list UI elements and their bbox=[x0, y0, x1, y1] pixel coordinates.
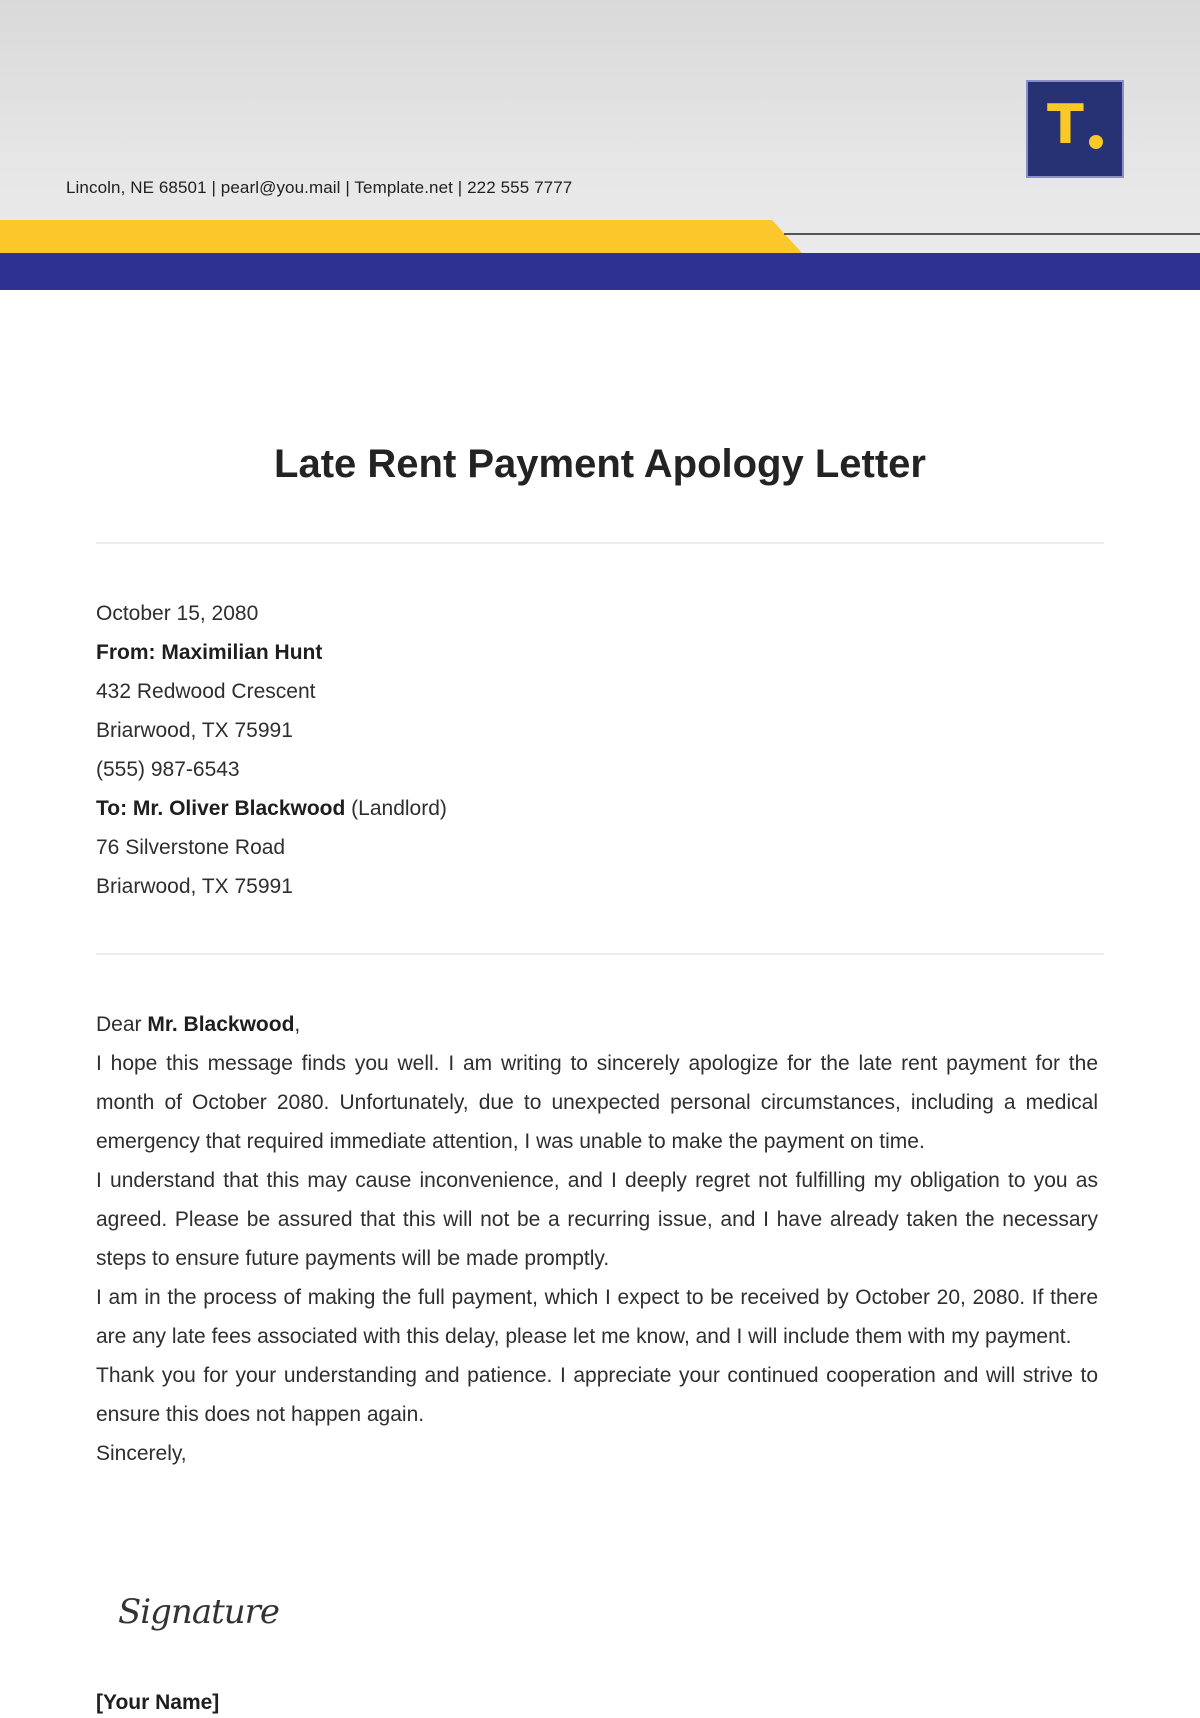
document-title: Late Rent Payment Apology Letter bbox=[274, 442, 926, 486]
paragraph: I understand that this may cause inconvenience, and I deeply regret not fulfilling my obligation to you as agreed. Please be assured that this will not be a recurring issue, and I have already taken the necessary steps to ensure future payments will be made promptly. bbox=[96, 1169, 1098, 1270]
signer-name: [Your Name] bbox=[96, 1691, 220, 1714]
navy-band bbox=[0, 253, 1200, 290]
signature: Signature bbox=[118, 1592, 280, 1632]
paragraph: I hope this message finds you well. I am writing to sincerely apologize for the late rent payment for the month of October 2080. Unfortunately, due to unexpected personal circumstances, including a medical emergency that required immediate attention, I was unable to make the payment on time. bbox=[96, 1052, 1098, 1153]
contact-info: Lincoln, NE 68501 | pearl@you.mail | Template.net | 222 555 7777 bbox=[66, 178, 573, 197]
closing: Sincerely, bbox=[96, 1442, 187, 1465]
sender-street: 432 Redwood Crescent bbox=[96, 680, 316, 703]
logo-dot bbox=[1089, 135, 1103, 149]
recipient-city: Briarwood, TX 75991 bbox=[96, 875, 293, 898]
company-logo bbox=[1026, 80, 1124, 178]
paragraph: Thank you for your understanding and patience. I appreciate your continued cooperation and will strive to ensure this does not happen again. bbox=[96, 1364, 1098, 1426]
divider bbox=[96, 542, 1104, 544]
recipient-street: 76 Silverstone Road bbox=[96, 836, 286, 859]
sender-phone: (555) 987-6543 bbox=[96, 758, 240, 781]
letter-body bbox=[96, 1005, 1098, 1473]
paragraph: I am in the process of making the full payment, which I expect to be received by October 20, 2080. If there are any late fees associated with this delay, please let me know, and I will include them with my payment. bbox=[96, 1286, 1098, 1348]
logo-letter: T bbox=[1047, 93, 1084, 156]
salutation: Dear Mr. Blackwood, bbox=[96, 1013, 301, 1036]
sender-name: From: Maximilian Hunt bbox=[96, 641, 323, 664]
address-block bbox=[96, 594, 1104, 906]
letter-date: October 15, 2080 bbox=[96, 602, 259, 625]
yellow-stripe bbox=[0, 220, 802, 253]
header-stripes bbox=[0, 210, 1200, 290]
recipient-name: To: Mr. Oliver Blackwood (Landlord) bbox=[96, 797, 447, 820]
sender-city: Briarwood, TX 75991 bbox=[96, 719, 293, 742]
divider bbox=[96, 953, 1104, 955]
